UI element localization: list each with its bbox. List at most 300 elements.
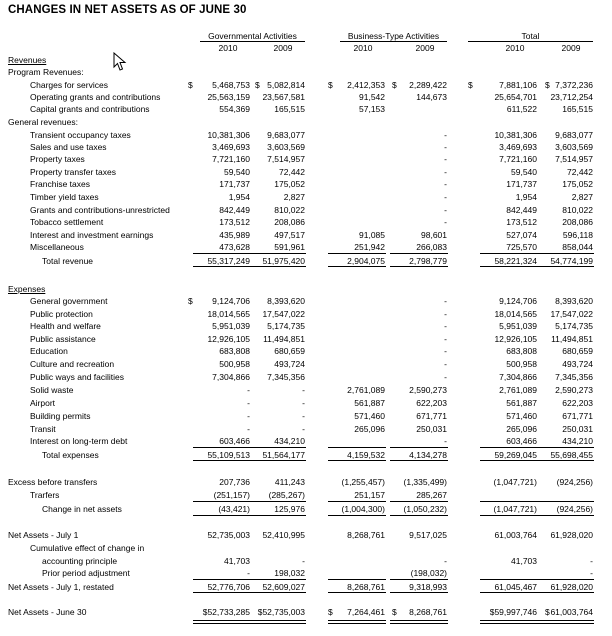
row-label: Public ways and facilities — [30, 372, 125, 382]
section-label-row — [0, 66, 612, 78]
row-label: Revenues — [8, 55, 47, 65]
table-row — [0, 435, 612, 447]
table-row — [0, 384, 612, 396]
section-label-row — [0, 542, 612, 554]
table-cell: (1,047,721) — [493, 504, 537, 514]
table-row — [0, 333, 612, 345]
table-cell: 7,345,356 — [555, 372, 593, 382]
row-label: Interest on long-term debt — [30, 436, 128, 446]
group-header: Total — [468, 31, 593, 42]
table-row — [0, 567, 612, 579]
single-underline — [193, 579, 251, 580]
single-underline — [480, 592, 538, 593]
table-row — [0, 241, 612, 253]
table-cell: 61,928,020 — [550, 582, 593, 592]
table-cell: 3,469,693 — [212, 142, 250, 152]
cell-value: 7,372,236 — [555, 80, 593, 90]
table-cell: 9,683,077 — [267, 130, 305, 140]
year-header: 2010 — [353, 43, 373, 53]
single-underline — [536, 447, 594, 448]
single-underline — [248, 253, 306, 254]
table-cell: 58,221,324 — [494, 256, 537, 266]
table-cell: 611,522 — [506, 104, 537, 114]
currency-symbol: $ — [188, 296, 193, 306]
single-underline — [248, 266, 306, 267]
table-cell: (1,047,721) — [493, 477, 537, 487]
table-cell: 51,975,420 — [262, 256, 305, 266]
table-cell: 208,086 — [274, 217, 305, 227]
table-cell: 59,540 — [224, 167, 250, 177]
section-label-row — [0, 283, 612, 295]
table-cell: - — [444, 346, 447, 356]
table-cell: - — [247, 385, 250, 395]
year-header: 2009 — [273, 43, 293, 53]
row-label: Public protection — [30, 309, 93, 319]
table-cell — [545, 606, 593, 618]
table-cell: 2,798,779 — [409, 256, 447, 266]
table-cell — [545, 79, 593, 91]
row-label: Tobacco settlement — [30, 217, 104, 227]
cell-value: 7,264,461 — [347, 607, 385, 617]
table-cell: 250,031 — [416, 424, 447, 434]
row-label: Interest and investment earnings — [30, 230, 154, 240]
row-label: Cumulative effect of change in — [30, 543, 145, 553]
cell-value: 8,268,761 — [409, 607, 447, 617]
table-cell: 596,118 — [562, 230, 593, 240]
table-cell: 473,628 — [219, 242, 250, 252]
double-underline — [390, 620, 448, 624]
table-cell: - — [247, 424, 250, 434]
currency-symbol: $ — [468, 80, 473, 90]
table-row — [0, 153, 612, 165]
table-cell: 11,494,851 — [551, 334, 593, 344]
table-row — [0, 555, 612, 567]
table-cell: 434,210 — [562, 436, 593, 446]
table-cell: 9,318,993 — [409, 582, 447, 592]
table-cell: 57,153 — [359, 104, 385, 114]
table-cell: 91,085 — [359, 230, 385, 240]
table-cell: 17,547,022 — [550, 309, 593, 319]
table-cell: 500,958 — [506, 359, 537, 369]
table-cell: 61,928,020 — [550, 530, 593, 540]
table-row — [0, 308, 612, 320]
table-cell: 500,958 — [219, 359, 250, 369]
table-cell: 493,724 — [562, 359, 593, 369]
table-cell: 1,954 — [515, 192, 537, 202]
year-header: 2010 — [505, 43, 525, 53]
currency-symbol: $ — [188, 80, 193, 90]
single-underline — [328, 253, 386, 254]
page-title: CHANGES IN NET ASSETS AS OF JUNE 30 — [8, 4, 247, 16]
table-cell: 622,203 — [416, 398, 447, 408]
table-cell — [392, 606, 447, 618]
table-cell: 265,096 — [506, 424, 537, 434]
single-underline — [390, 460, 448, 461]
table-row — [0, 229, 612, 241]
table-cell: 603,466 — [219, 436, 250, 446]
single-underline — [536, 501, 594, 502]
table-cell: 7,721,160 — [212, 154, 250, 164]
table-cell: 7,304,866 — [212, 372, 250, 382]
table-row — [0, 295, 612, 307]
table-cell: 12,926,105 — [494, 334, 537, 344]
table-cell: 434,210 — [274, 436, 305, 446]
single-underline — [536, 460, 594, 461]
table-cell: 4,159,532 — [347, 450, 385, 460]
table-row — [0, 166, 612, 178]
table-cell: 41,703 — [511, 556, 537, 566]
table-cell: 250,031 — [562, 424, 593, 434]
row-label: Capital grants and contributions — [30, 104, 150, 114]
table-cell: - — [444, 372, 447, 382]
table-cell: 9,683,077 — [555, 130, 593, 140]
table-row — [0, 529, 612, 541]
single-underline — [480, 501, 538, 502]
table-cell: 10,381,306 — [494, 130, 537, 140]
table-cell: 265,096 — [354, 424, 385, 434]
single-underline — [193, 253, 251, 254]
table-cell: 266,083 — [416, 242, 447, 252]
row-label: Grants and contributions-unrestricted — [30, 205, 170, 215]
table-row — [0, 320, 612, 332]
row-label: Net Assets - July 1, restated — [8, 582, 114, 592]
table-cell: 208,086 — [562, 217, 593, 227]
table-cell: 61,045,467 — [494, 582, 537, 592]
table-cell: 842,449 — [506, 205, 537, 215]
row-label: Sales and use taxes — [30, 142, 107, 152]
table-row — [0, 79, 612, 91]
table-cell: 3,469,693 — [499, 142, 537, 152]
table-cell: 171,737 — [506, 179, 537, 189]
table-cell: 7,514,957 — [267, 154, 305, 164]
table-cell: - — [444, 309, 447, 319]
table-cell: 23,567,581 — [262, 92, 305, 102]
table-cell: $52,735,003 — [257, 607, 305, 617]
double-underline — [536, 620, 594, 624]
currency-symbol: $ — [392, 80, 397, 90]
year-header: 2009 — [561, 43, 581, 53]
table-cell: (1,050,232) — [403, 504, 447, 514]
section-label-row — [0, 54, 612, 66]
table-row — [0, 503, 612, 515]
table-cell: 8,393,620 — [555, 296, 593, 306]
table-cell: 18,014,565 — [207, 309, 250, 319]
single-underline — [328, 579, 386, 580]
table-cell: (1,255,457) — [341, 477, 385, 487]
single-underline — [328, 501, 386, 502]
row-label: General government — [30, 296, 108, 306]
table-cell: 52,609,027 — [262, 582, 305, 592]
single-underline — [480, 266, 538, 267]
table-cell: 2,590,273 — [409, 385, 447, 395]
table-cell: 61,003,764 — [494, 530, 537, 540]
single-underline — [193, 447, 251, 448]
table-cell: 561,887 — [354, 398, 385, 408]
single-underline — [193, 266, 251, 267]
table-cell: 198,032 — [274, 568, 305, 578]
single-underline — [328, 266, 386, 267]
table-cell: 810,022 — [562, 205, 593, 215]
table-row — [0, 489, 612, 501]
table-cell — [328, 79, 385, 91]
row-label: Charges for services — [30, 80, 108, 90]
group-header: Governmental Activities — [200, 31, 305, 42]
table-cell: 52,410,995 — [262, 530, 305, 540]
single-underline — [328, 515, 386, 516]
row-label: Program Revenues: — [8, 67, 84, 77]
table-cell: $59,997,746 — [489, 607, 537, 617]
table-cell: 3,603,569 — [267, 142, 305, 152]
cell-value: 61,003,764 — [550, 607, 593, 617]
table-cell — [255, 79, 305, 91]
table-cell: 9,517,025 — [409, 530, 447, 540]
table-cell: 251,157 — [354, 490, 385, 500]
table-cell: 72,442 — [279, 167, 305, 177]
table-cell: 603,466 — [506, 436, 537, 446]
table-cell: 5,951,039 — [212, 321, 250, 331]
single-underline — [248, 515, 306, 516]
single-underline — [480, 253, 538, 254]
table-cell: 55,317,249 — [207, 256, 250, 266]
table-cell: 8,268,761 — [347, 530, 385, 540]
single-underline — [480, 579, 538, 580]
table-cell: 683,808 — [506, 346, 537, 356]
single-underline — [536, 515, 594, 516]
table-cell: 842,449 — [219, 205, 250, 215]
table-cell: 9,124,706 — [499, 296, 537, 306]
table-cell: 2,761,089 — [347, 385, 385, 395]
single-underline — [480, 515, 538, 516]
table-cell: 591,961 — [274, 242, 305, 252]
table-cell: 285,267 — [416, 490, 447, 500]
table-cell: 7,514,957 — [555, 154, 593, 164]
table-cell: 52,735,003 — [207, 530, 250, 540]
table-row — [0, 191, 612, 203]
currency-symbol: $ — [545, 607, 550, 617]
double-underline — [193, 620, 251, 624]
table-row — [0, 423, 612, 435]
table-cell: (924,256) — [556, 477, 593, 487]
currency-symbol: $ — [255, 80, 260, 90]
single-underline — [248, 579, 306, 580]
table-cell: 858,044 — [562, 242, 593, 252]
table-cell: - — [444, 334, 447, 344]
row-label: Transit — [30, 424, 56, 434]
single-underline — [193, 501, 251, 502]
table-row — [0, 216, 612, 228]
table-cell: 12,926,105 — [207, 334, 250, 344]
table-cell: 54,774,199 — [550, 256, 593, 266]
year-header: 2009 — [415, 43, 435, 53]
table-cell: 3,603,569 — [555, 142, 593, 152]
table-cell: 55,698,455 — [550, 450, 593, 460]
cell-value: 2,289,422 — [409, 80, 447, 90]
table-cell: 2,827 — [283, 192, 305, 202]
table-cell: - — [444, 217, 447, 227]
row-label: Net Assets - July 1 — [8, 530, 79, 540]
double-underline — [248, 620, 306, 624]
table-cell: 7,304,866 — [499, 372, 537, 382]
table-cell: - — [444, 296, 447, 306]
table-cell: 173,512 — [219, 217, 250, 227]
table-cell: 810,022 — [274, 205, 305, 215]
table-cell: 59,540 — [511, 167, 537, 177]
row-label: Change in net assets — [42, 504, 122, 514]
table-cell: 683,808 — [219, 346, 250, 356]
table-cell: 671,771 — [562, 411, 593, 421]
table-cell: 11,494,851 — [263, 334, 305, 344]
table-cell: (924,256) — [556, 504, 593, 514]
table-cell: 165,515 — [562, 104, 593, 114]
table-cell: - — [302, 411, 305, 421]
table-cell: (251,157) — [213, 490, 250, 500]
table-row — [0, 358, 612, 370]
table-cell: 251,942 — [354, 242, 385, 252]
table-cell: 554,369 — [219, 104, 250, 114]
table-cell: - — [302, 556, 305, 566]
table-row — [0, 606, 612, 618]
table-cell: $52,733,285 — [202, 607, 250, 617]
single-underline — [390, 253, 448, 254]
table-row — [0, 103, 612, 115]
table-cell: 4,134,278 — [409, 450, 447, 460]
row-label: Solid waste — [30, 385, 74, 395]
table-row — [0, 91, 612, 103]
single-underline — [390, 266, 448, 267]
table-cell: 2,590,273 — [555, 385, 593, 395]
table-row — [0, 204, 612, 216]
row-label: Prior period adjustment — [42, 568, 130, 578]
cell-value: 7,881,106 — [499, 80, 537, 90]
row-label: Net Assets - June 30 — [8, 607, 87, 617]
year-header: 2010 — [218, 43, 238, 53]
table-cell: 125,976 — [274, 504, 305, 514]
row-label: Total revenue — [42, 256, 94, 266]
row-label: Building permits — [30, 411, 91, 421]
single-underline — [248, 592, 306, 593]
table-cell: (43,421) — [218, 504, 250, 514]
table-cell: - — [590, 568, 593, 578]
table-cell: - — [302, 398, 305, 408]
single-underline — [536, 579, 594, 580]
table-cell: (1,004,300) — [341, 504, 385, 514]
table-cell: 91,542 — [359, 92, 385, 102]
table-cell: - — [444, 321, 447, 331]
single-underline — [390, 447, 448, 448]
table-cell: 18,014,565 — [494, 309, 537, 319]
table-cell: 41,703 — [224, 556, 250, 566]
currency-symbol: $ — [328, 607, 333, 617]
group-header: Business-Type Activities — [340, 31, 447, 42]
table-cell: - — [247, 398, 250, 408]
table-cell: 25,654,701 — [494, 92, 537, 102]
table-cell — [468, 79, 537, 91]
table-row — [0, 410, 612, 422]
table-cell: 2,761,089 — [499, 385, 537, 395]
row-label: Property transfer taxes — [30, 167, 116, 177]
table-cell: 8,393,620 — [267, 296, 305, 306]
table-cell: 5,174,735 — [555, 321, 593, 331]
single-underline — [390, 515, 448, 516]
table-cell: - — [444, 130, 447, 140]
table-row — [0, 141, 612, 153]
row-label: Education — [30, 346, 68, 356]
single-underline — [480, 460, 538, 461]
table-cell: 98,601 — [421, 230, 447, 240]
single-underline — [328, 460, 386, 461]
single-underline — [390, 579, 448, 580]
single-underline — [536, 253, 594, 254]
single-underline — [480, 447, 538, 448]
single-underline — [193, 460, 251, 461]
table-cell: (285,267) — [268, 490, 305, 500]
row-label: Transient occupancy taxes — [30, 130, 131, 140]
table-cell: (198,032) — [410, 568, 447, 578]
currency-symbol: $ — [545, 80, 550, 90]
single-underline — [193, 515, 251, 516]
table-cell: 2,827 — [571, 192, 593, 202]
table-cell: 17,547,022 — [262, 309, 305, 319]
row-label: Airport — [30, 398, 56, 408]
cell-value: 9,124,706 — [212, 296, 250, 306]
section-label-row — [0, 116, 612, 128]
table-cell: 493,724 — [274, 359, 305, 369]
single-underline — [536, 266, 594, 267]
table-cell: 435,989 — [219, 230, 250, 240]
table-row — [0, 397, 612, 409]
table-cell — [188, 79, 250, 91]
table-cell — [328, 606, 385, 618]
table-cell: 10,381,306 — [207, 130, 250, 140]
table-cell: 5,951,039 — [499, 321, 537, 331]
table-cell: 165,515 — [274, 104, 305, 114]
table-row — [0, 476, 612, 488]
table-cell: 171,737 — [219, 179, 250, 189]
single-underline — [536, 592, 594, 593]
table-cell: 622,203 — [562, 398, 593, 408]
table-cell: 527,074 — [506, 230, 537, 240]
cell-value: 2,412,353 — [347, 80, 385, 90]
table-cell: 680,659 — [274, 346, 305, 356]
table-cell: 571,460 — [506, 411, 537, 421]
table-cell: - — [444, 167, 447, 177]
table-cell: - — [444, 556, 447, 566]
row-label: Franchise taxes — [30, 179, 90, 189]
table-cell: 5,174,735 — [267, 321, 305, 331]
double-underline — [328, 620, 386, 624]
single-underline — [390, 501, 448, 502]
cell-value: 5,082,814 — [267, 80, 305, 90]
table-cell: 72,442 — [567, 167, 593, 177]
table-cell: 175,052 — [274, 179, 305, 189]
single-underline — [248, 447, 306, 448]
row-label: Miscellaneous — [30, 242, 84, 252]
single-underline — [328, 592, 386, 593]
table-cell: 7,345,356 — [267, 372, 305, 382]
row-label: Property taxes — [30, 154, 85, 164]
table-cell: 23,712,254 — [550, 92, 593, 102]
table-cell: 1,954 — [228, 192, 250, 202]
table-cell: 7,721,160 — [499, 154, 537, 164]
table-cell: - — [444, 142, 447, 152]
table-cell: - — [444, 359, 447, 369]
row-label: Timber yield taxes — [30, 192, 99, 202]
row-label: accounting principle — [42, 556, 118, 566]
row-label: Excess before transfers — [8, 477, 98, 487]
row-label: Operating grants and contributions — [30, 92, 161, 102]
table-cell: - — [302, 385, 305, 395]
row-label: Public assistance — [30, 334, 96, 344]
